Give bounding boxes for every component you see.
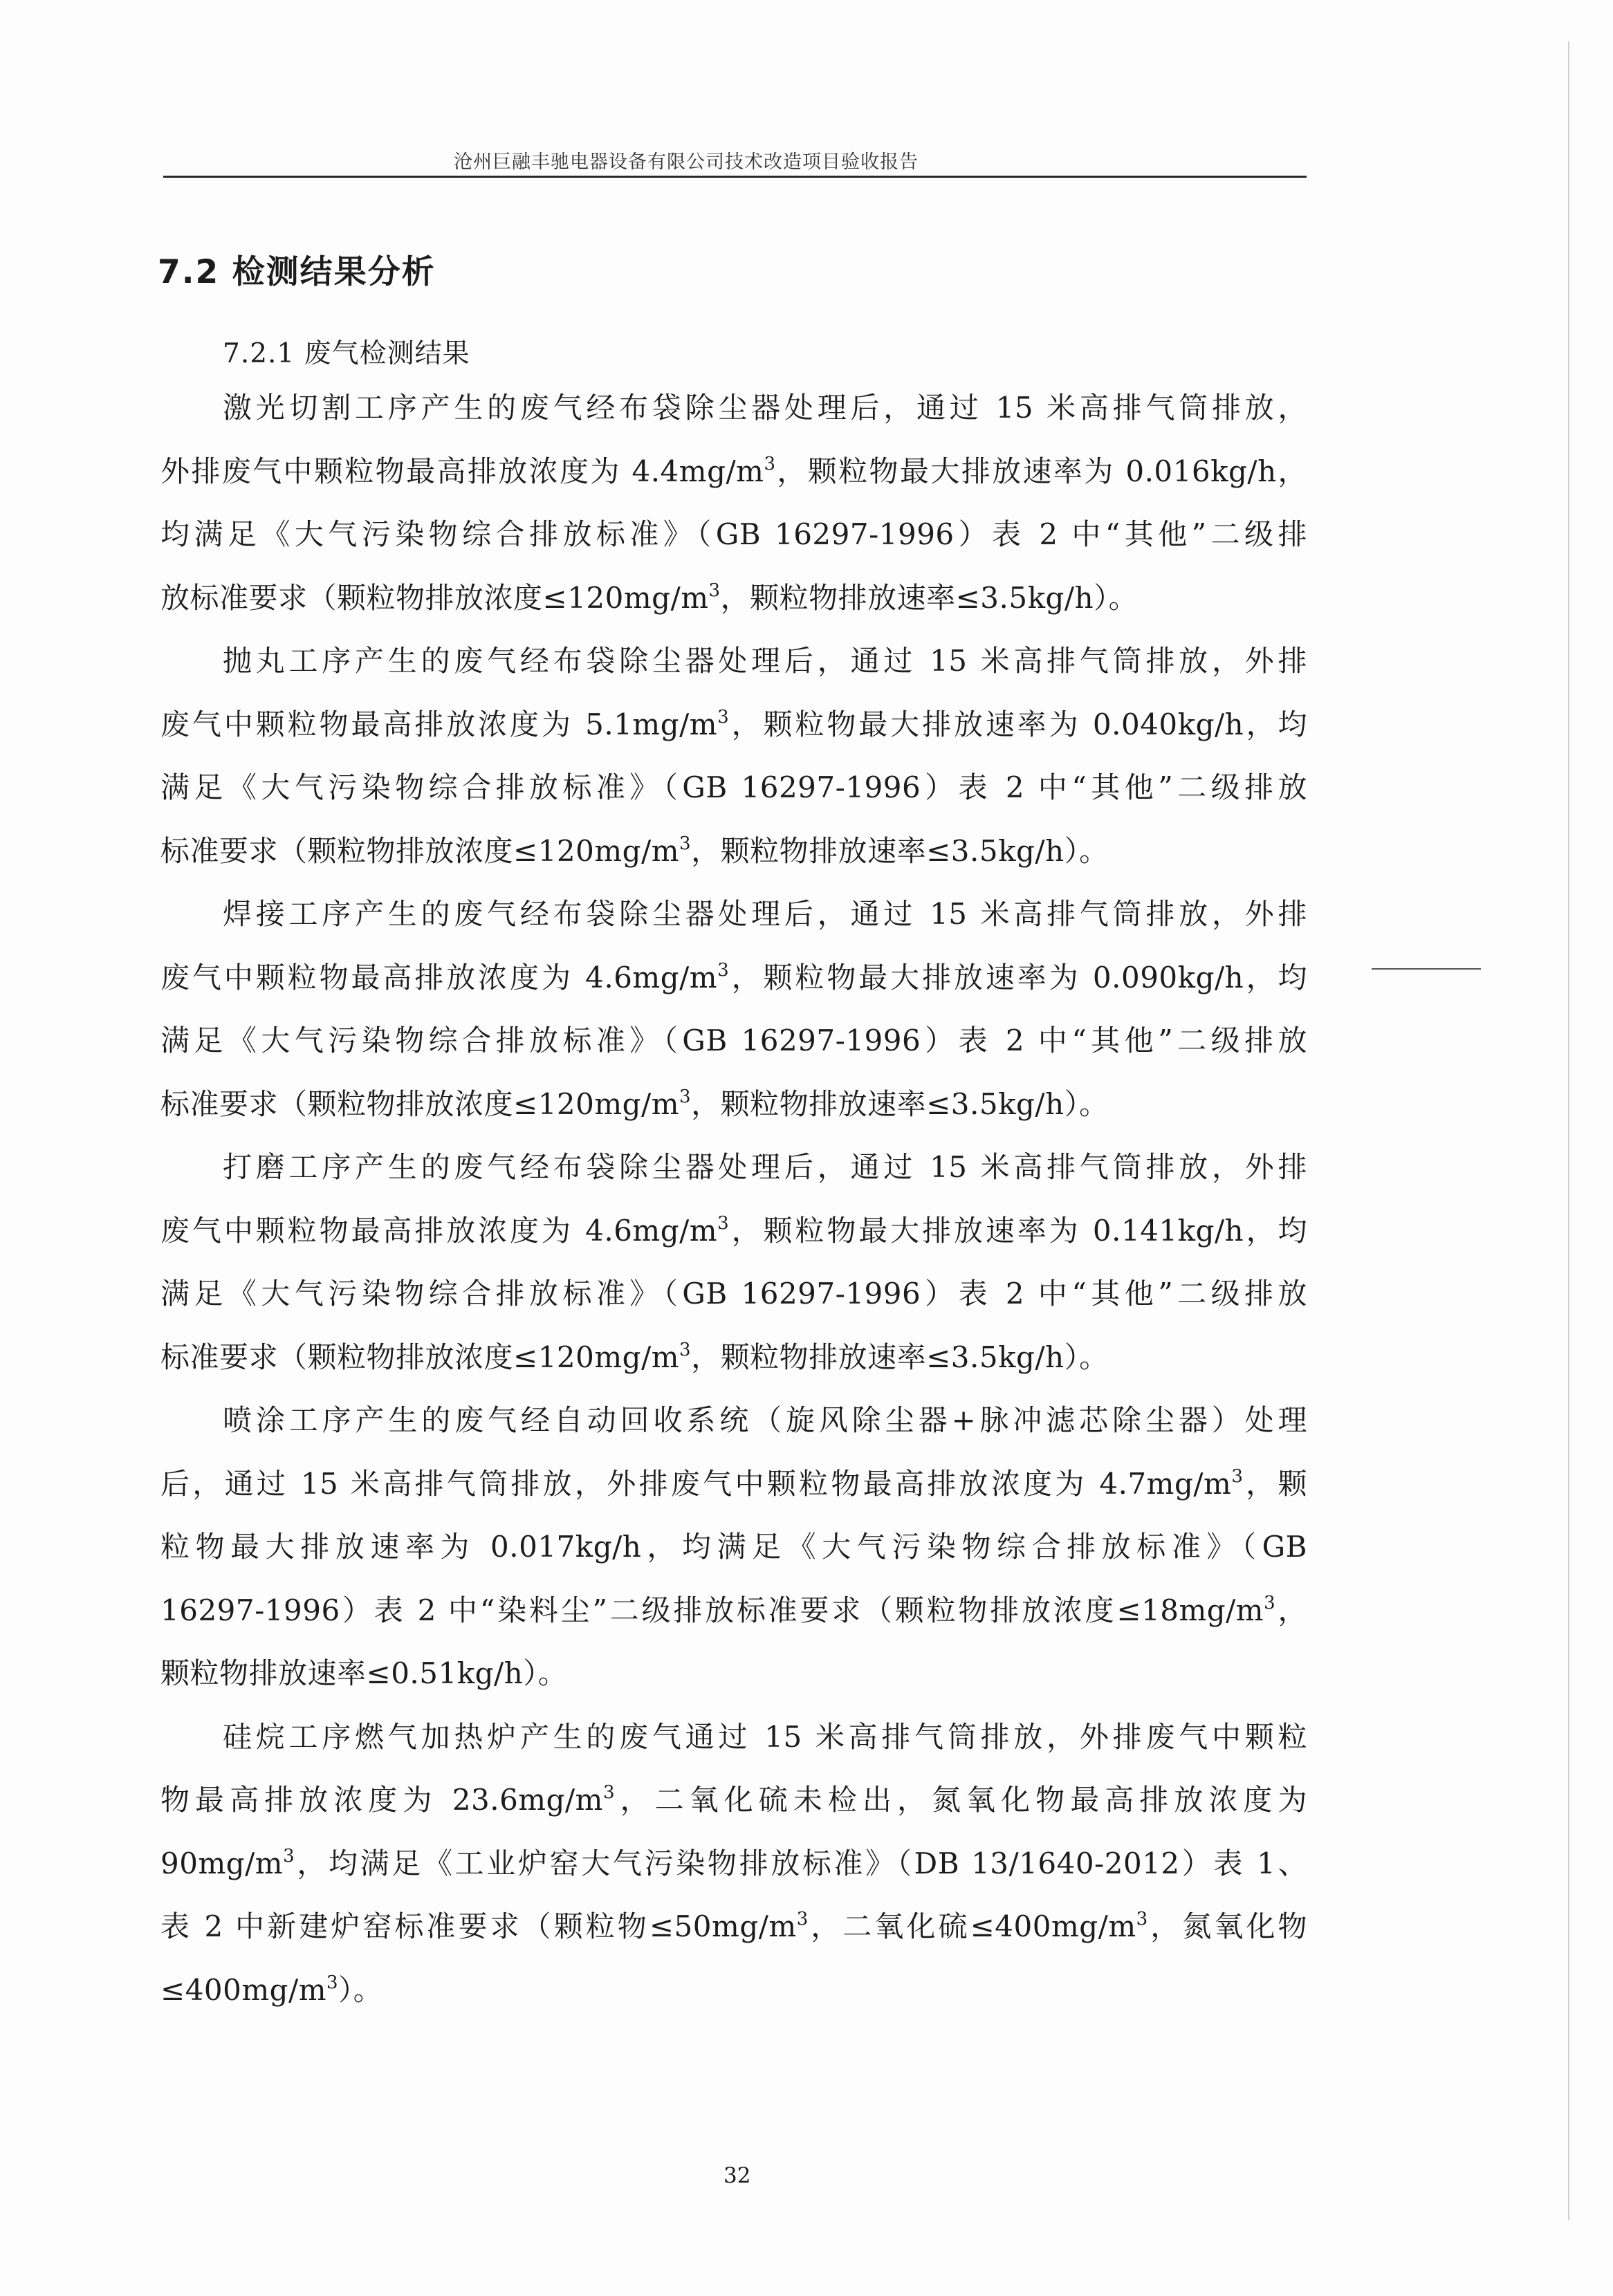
superscript: 3	[1136, 1909, 1148, 1929]
text-line	[160, 1463, 1307, 1505]
text-line	[160, 1084, 1307, 1125]
text-run: 废气中颗粒物最高排放浓度为 5.1mg/m	[160, 707, 718, 741]
superscript: 3	[1264, 1593, 1276, 1613]
text-line	[160, 1779, 1307, 1821]
text-line	[160, 1843, 1307, 1885]
text-line	[160, 767, 1307, 808]
text-line	[160, 1210, 1307, 1252]
text-line	[160, 1653, 1307, 1694]
text-line	[160, 577, 1307, 619]
text-line	[160, 1526, 1307, 1568]
text-run: ，二氧化硫未检出，氮氧化物最高排放浓度为	[615, 1783, 1307, 1817]
superscript: 3	[717, 1213, 730, 1234]
text-run: ，颗粒物最大排放速率为 0.016kg/h，	[775, 454, 1307, 488]
text-line	[223, 1147, 1307, 1188]
text-run: 标准要求（颗粒物排放浓度≤120mg/m	[160, 834, 680, 868]
running-header	[163, 145, 1307, 178]
text-run: ，颗粒物最大排放速率为 0.040kg/h，均	[729, 707, 1307, 741]
subsection-title: 7.2.1 废气检测结果	[223, 338, 470, 369]
text-run: 表 2 中新建炉窑标准要求（颗粒物≤50mg/m	[160, 1909, 797, 1943]
text-run: 外排废气中颗粒物最高排放浓度为 4.4mg/m	[160, 454, 764, 488]
text-run: ，颗粒物排放速率≤3.5kg/h）。	[691, 1340, 1109, 1374]
superscript: 3	[796, 1909, 809, 1929]
text-run: ，均满足《工业炉窑大气污染物排放标准》（DB 13/1640-2012）表 1、	[295, 1846, 1307, 1880]
superscript: 3	[679, 1340, 692, 1360]
text-run: 90mg/m	[160, 1846, 284, 1880]
superscript: 3	[602, 1782, 616, 1803]
text-run: ，颗粒物最大排放速率为 0.090kg/h，均	[729, 961, 1307, 994]
text-run: ≤400mg/m	[160, 1973, 327, 2007]
text-run: 废气中颗粒物最高排放浓度为 4.6mg/m	[160, 1214, 718, 1248]
text-line	[160, 1906, 1307, 1947]
superscript: 3	[764, 454, 776, 474]
text-run: 物最高排放浓度为 23.6mg/m	[160, 1783, 603, 1817]
text-run: 满足《大气污染物综合排放标准》（GB 16297-1996）表 2 中“其他”二级排放	[160, 1277, 1307, 1311]
text-run: ，颗粒物最大排放速率为 0.141kg/h，均	[729, 1214, 1307, 1248]
text-line	[160, 1020, 1307, 1062]
text-run: 喷涂工序产生的废气经自动回收系统（旋风除尘器+脉冲滤芯除尘器）处理	[223, 1403, 1307, 1437]
text-line	[223, 894, 1307, 935]
text-run: ，	[1275, 1593, 1307, 1627]
text-run: 抛丸工序产生的废气经布袋除尘器处理后，通过 15 米高排气筒排放，外排	[223, 644, 1307, 678]
superscript: 3	[326, 1972, 339, 1993]
text-line	[160, 1590, 1307, 1631]
text-line	[160, 1337, 1307, 1378]
text-line	[223, 1716, 1307, 1758]
text-run: 放标准要求（颗粒物排放浓度≤120mg/m	[160, 581, 709, 615]
text-run: 粒物最大排放速率为 0.017kg/h，均满足《大气污染物综合排放标准》（GB	[160, 1530, 1307, 1564]
text-run: ）。	[338, 1973, 383, 2007]
text-run: ，氮氧化物	[1147, 1909, 1307, 1943]
text-run: 硅烷工序燃气加热炉产生的废气通过 15 米高排气筒排放，外排废气中颗粒	[223, 1720, 1307, 1754]
superscript: 3	[717, 707, 730, 728]
superscript: 3	[679, 833, 692, 854]
text-line	[223, 640, 1307, 682]
text-run: 满足《大气污染物综合排放标准》（GB 16297-1996）表 2 中“其他”二级排放	[160, 770, 1307, 804]
scan-edge-line	[1568, 41, 1569, 2220]
text-run: 标准要求（颗粒物排放浓度≤120mg/m	[160, 1340, 680, 1374]
text-line	[160, 451, 1307, 492]
text-line	[160, 957, 1307, 999]
superscript: 3	[1231, 1466, 1244, 1487]
text-line	[160, 831, 1307, 872]
superscript: 3	[679, 1086, 692, 1107]
text-line	[160, 1273, 1307, 1315]
text-run: 焊接工序产生的废气经布袋除尘器处理后，通过 15 米高排气筒排放，外排	[223, 897, 1307, 931]
text-line	[160, 514, 1307, 555]
text-run: ，颗粒物排放速率≤3.5kg/h）。	[691, 1087, 1109, 1121]
text-run: 打磨工序产生的废气经布袋除尘器处理后，通过 15 米高排气筒排放，外排	[223, 1150, 1307, 1184]
scan-stray-line	[1372, 968, 1481, 970]
superscript: 3	[283, 1846, 295, 1867]
text-line	[223, 387, 1307, 429]
text-run: 后，通过 15 米高排气筒排放，外排废气中颗粒物最高排放浓度为 4.7mg/m	[160, 1467, 1232, 1501]
text-run: ，颗	[1243, 1467, 1307, 1501]
superscript: 3	[708, 580, 721, 601]
text-run: ，二氧化硫≤400mg/m	[808, 1909, 1136, 1943]
header-text: 沧州巨融丰驰电器设备有限公司技术改造项目验收报告	[454, 151, 919, 173]
text-run: 激光切割工序产生的废气经布袋除尘器处理后，通过 15 米高排气筒排放，	[223, 391, 1307, 425]
text-line	[223, 1400, 1307, 1441]
text-run: 均满足《大气污染物综合排放标准》（GB 16297-1996）表 2 中“其他”二级排	[160, 517, 1307, 551]
text-run: 标准要求（颗粒物排放浓度≤120mg/m	[160, 1087, 680, 1121]
text-run: 16297-1996）表 2 中“染料尘”二级排放标准要求（颗粒物排放浓度≤18mg/m	[160, 1593, 1264, 1627]
text-run: ，颗粒物排放速率≤3.5kg/h）。	[720, 581, 1139, 615]
superscript: 3	[717, 960, 730, 981]
text-run: 颗粒物排放速率≤0.51kg/h）。	[160, 1656, 568, 1690]
text-run: 废气中颗粒物最高排放浓度为 4.6mg/m	[160, 961, 718, 994]
section-title: 7.2 检测结果分析	[158, 253, 436, 291]
text-line	[160, 1970, 1307, 2011]
text-run: 满足《大气污染物综合排放标准》（GB 16297-1996）表 2 中“其他”二级排放	[160, 1024, 1307, 1057]
text-run: ，颗粒物排放速率≤3.5kg/h）。	[691, 834, 1109, 868]
page-number: 32	[723, 2163, 751, 2188]
text-line	[160, 704, 1307, 746]
